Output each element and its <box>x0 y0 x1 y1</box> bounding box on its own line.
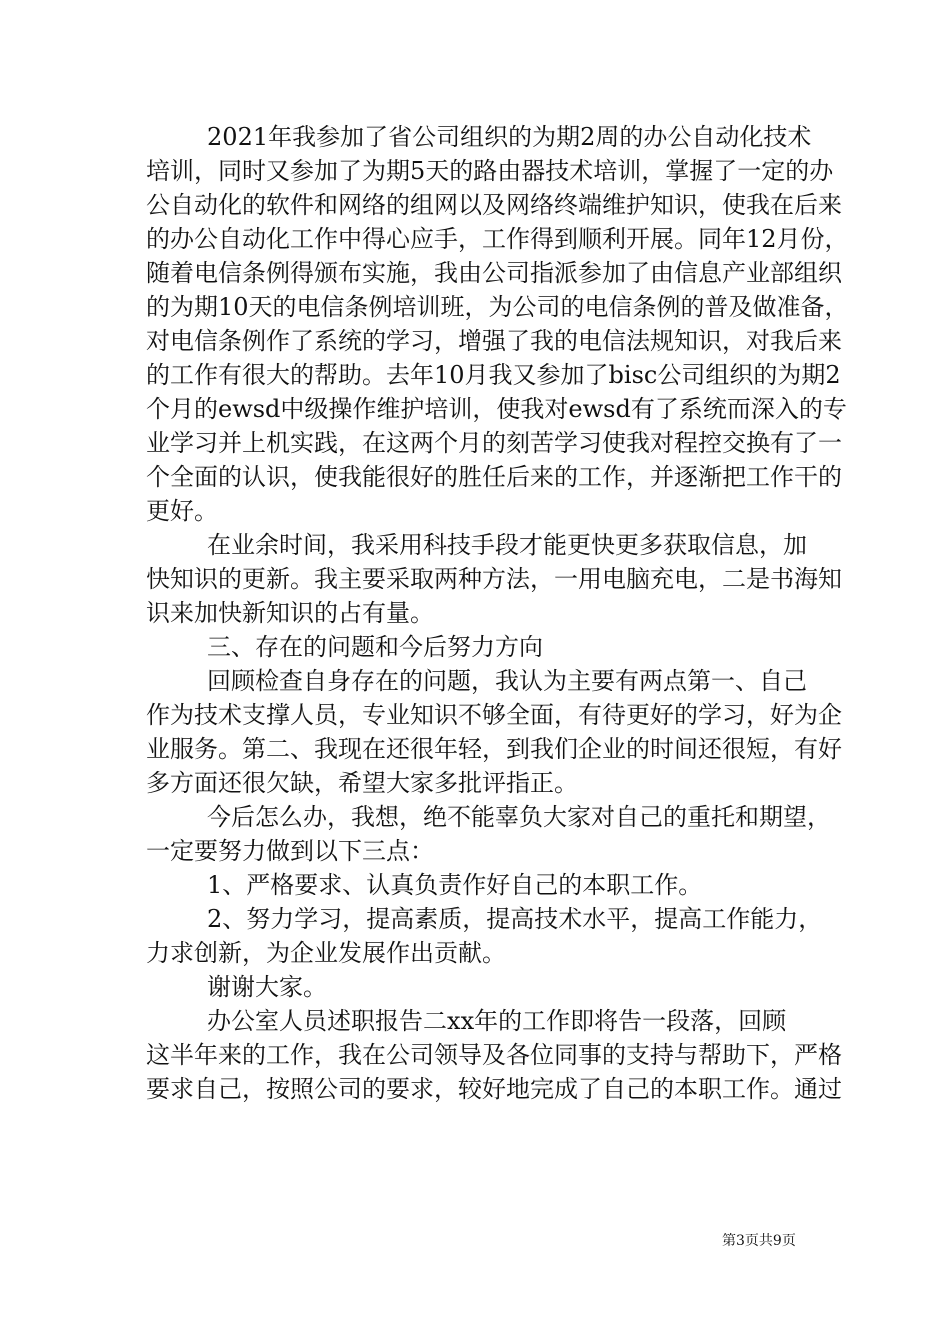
text-line: 办公室人员述职报告二xx年的工作即将告一段落，回顾 <box>146 1007 787 1035</box>
text-line: 的为期10天的电信条例培训班，为公司的电信条例的普及做准备， <box>146 293 849 321</box>
body-text <box>146 120 849 1106</box>
text-line: 2021年我参加了省公司组织的为期2周的办公自动化技术 <box>146 123 812 151</box>
text-line: 培训，同时又参加了为期5天的路由器技术培训，掌握了一定的办 <box>146 157 834 185</box>
list-item: 2、努力学习，提高素质，提高技术水平，提高工作能力， <box>146 905 823 933</box>
text-line: 业学习并上机实践，在这两个月的刻苦学习使我对程控交换有了一 <box>146 429 842 457</box>
text-line: 的办公自动化工作中得心应手，工作得到顺利开展。同年12月份， <box>146 225 849 253</box>
text-line: 谢谢大家。 <box>146 973 328 1001</box>
text-line: 识来加快新知识的占有量。 <box>146 599 434 627</box>
text-line: 今后怎么办，我想，绝不能辜负大家对自己的重托和期望， <box>146 803 832 831</box>
list-item: 1、严格要求、认真负责作好自己的本职工作。 <box>146 871 703 899</box>
text-line: 一定要努力做到以下三点： <box>146 837 434 865</box>
text-line: 力求创新，为企业发展作出贡献。 <box>146 939 506 967</box>
text-line: 个月的ewsd中级操作维护培训，使我对ewsd有了系统而深入的专 <box>146 395 847 423</box>
text-line: 这半年来的工作，我在公司领导及各位同事的支持与帮助下，严格 <box>146 1041 842 1069</box>
text-line: 个全面的认识，使我能很好的胜任后来的工作，并逐渐把工作干的 <box>146 463 842 491</box>
text-line: 的工作有很大的帮助。去年10月我又参加了bisc公司组织的为期2 <box>146 361 841 389</box>
text-line: 业服务。第二、我现在还很年轻，到我们企业的时间还很短，有好 <box>146 735 842 763</box>
text-line: 在业余时间，我采用科技手段才能更快更多获取信息，加 <box>146 531 808 559</box>
text-line: 更好。 <box>146 497 218 525</box>
text-line: 公自动化的软件和网络的组网以及网络终端维护知识，使我在后来 <box>146 191 842 219</box>
page-number: 第3页共9页 <box>722 1233 796 1249</box>
text-line: 要求自己，按照公司的要求，较好地完成了自己的本职工作。通过 <box>146 1075 842 1103</box>
text-line: 快知识的更新。我主要采取两种方法，一用电脑充电，二是书海知 <box>146 565 842 593</box>
text-line: 作为技术支撑人员，专业知识不够全面，有待更好的学习，好为企 <box>146 701 842 729</box>
text-line: 回顾检查自身存在的问题，我认为主要有两点第一、自己 <box>146 667 808 695</box>
text-line: 随着电信条例得颁布实施，我由公司指派参加了由信息产业部组织 <box>146 259 842 287</box>
text-line: 对电信条例作了系统的学习，增强了我的电信法规知识，对我后来 <box>146 327 842 355</box>
text-line: 多方面还很欠缺，希望大家多批评指正。 <box>146 769 578 797</box>
section-heading: 三、存在的问题和今后努力方向 <box>146 633 544 661</box>
